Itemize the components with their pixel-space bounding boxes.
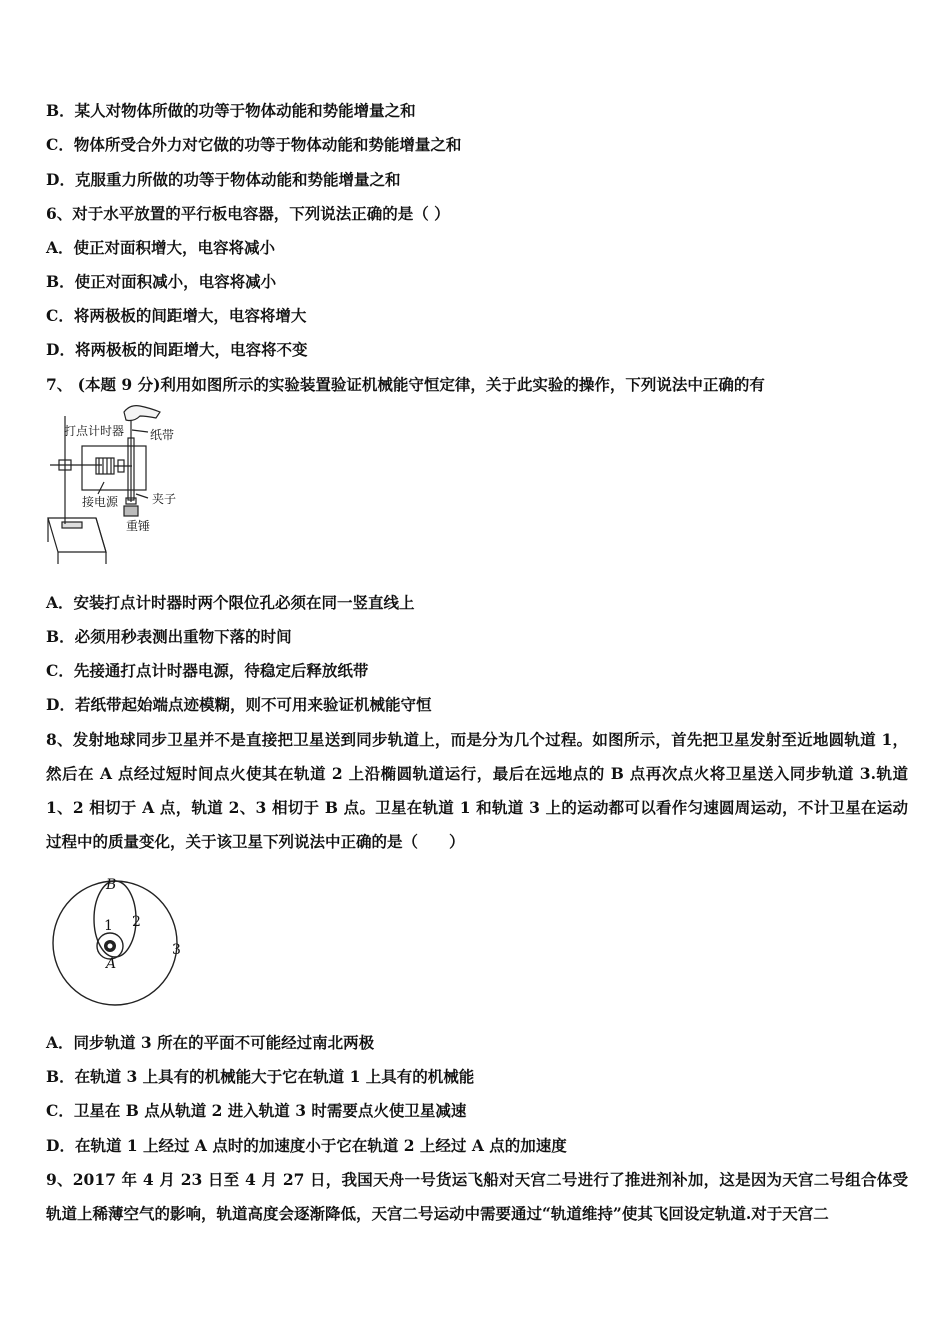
label-orbit-2: 2: [132, 914, 141, 930]
label-power: 接电源: [82, 495, 119, 509]
label-timer: 打点计时器: [64, 424, 125, 438]
q7-apparatus-figure: [44, 402, 194, 572]
q5-option-d: D．克服重力所做的功等于物体动能和势能增量之和: [46, 170, 401, 189]
q8-option-a: A．同步轨道 3 所在的平面不可能经过南北两极: [46, 1033, 375, 1052]
q6-option-a: A．使正对面积增大，电容将减小: [46, 238, 276, 257]
label-orbit-3: 3: [172, 942, 181, 958]
q7-option-a: A．安装打点计时器时两个限位孔必须在同一竖直线上: [46, 593, 415, 612]
q8-option-c: C．卫星在 B 点从轨道 2 进入轨道 3 时需要点火使卫星减速: [46, 1101, 467, 1120]
q7-option-c: C．先接通打点计时器电源，待稳定后释放纸带: [46, 661, 369, 680]
q6-option-c: C．将两极板的间距增大，电容将增大: [46, 306, 307, 325]
q6-option-b: B．使正对面积减小，电容将减小: [46, 272, 277, 291]
label-orbit-1: 1: [104, 918, 113, 934]
label-b: B: [106, 877, 117, 893]
q9-stem: 9、2017 年 4 月 23 日至 4 月 27 日，我国天舟一号货运飞船对天宫二号进行了推进剂补加，这是因为天宫二号组合体受轨道上稀薄空气的影响，轨道高度会逐渐降低，天宫二号运动中需要通过“轨道维持”使其飞回设定轨道.对于天宫二: [46, 1170, 908, 1223]
label-clip: 夹子: [152, 492, 177, 506]
label-tape: 纸带: [150, 428, 175, 442]
q7-stem: 7、 (本题 9 分)利用如图所示的实验装置验证机械能守恒定律，关于此实验的操作，下列说法中正确的有: [46, 375, 765, 394]
label-a: A: [106, 956, 117, 972]
q5-option-c: C．物体所受合外力对它做的功等于物体动能和势能增量之和: [46, 135, 462, 154]
q8-option-b: B．在轨道 3 上具有的机械能大于它在轨道 1 上具有的机械能: [46, 1067, 475, 1086]
q6-option-d: D．将两极板的间距增大，电容将不变: [46, 340, 308, 359]
q8-orbit-figure: [48, 872, 198, 1012]
label-weight: 重锤: [126, 519, 151, 533]
q8-stem: 8、发射地球同步卫星并不是直接把卫星送到同步轨道上，而是分为几个过程。如图所示，首先把卫星发射至近地圆轨道 1，然后在 A 点经过短时间点火使其在轨道 2 上沿椭圆轨道运行，最后在远地点的 B 点再次点火将卫星送入同步轨道 3.轨道 1、2 相切于 A 点，轨道 2、3 相切于 B 点。卫星在轨道 1 和轨道 3 上的运动都可以看作匀速圆周运动，不计卫星在运动过程中的质量变化，关于该卫星下列说法中正确的是（ ）: [46, 730, 908, 851]
q6-stem: 6、对于水平放置的平行板电容器，下列说法正确的是（ ）: [46, 204, 450, 223]
q8-option-d: D．在轨道 1 上经过 A 点时的加速度小于它在轨道 2 上经过 A 点的加速度: [46, 1136, 567, 1155]
q7-option-d: D．若纸带起始端点迹模糊，则不可用来验证机械能守恒: [46, 695, 432, 714]
q5-option-b: B．某人对物体所做的功等于物体动能和势能增量之和: [46, 101, 416, 120]
q7-option-b: B．必须用秒表测出重物下落的时间: [46, 627, 292, 646]
